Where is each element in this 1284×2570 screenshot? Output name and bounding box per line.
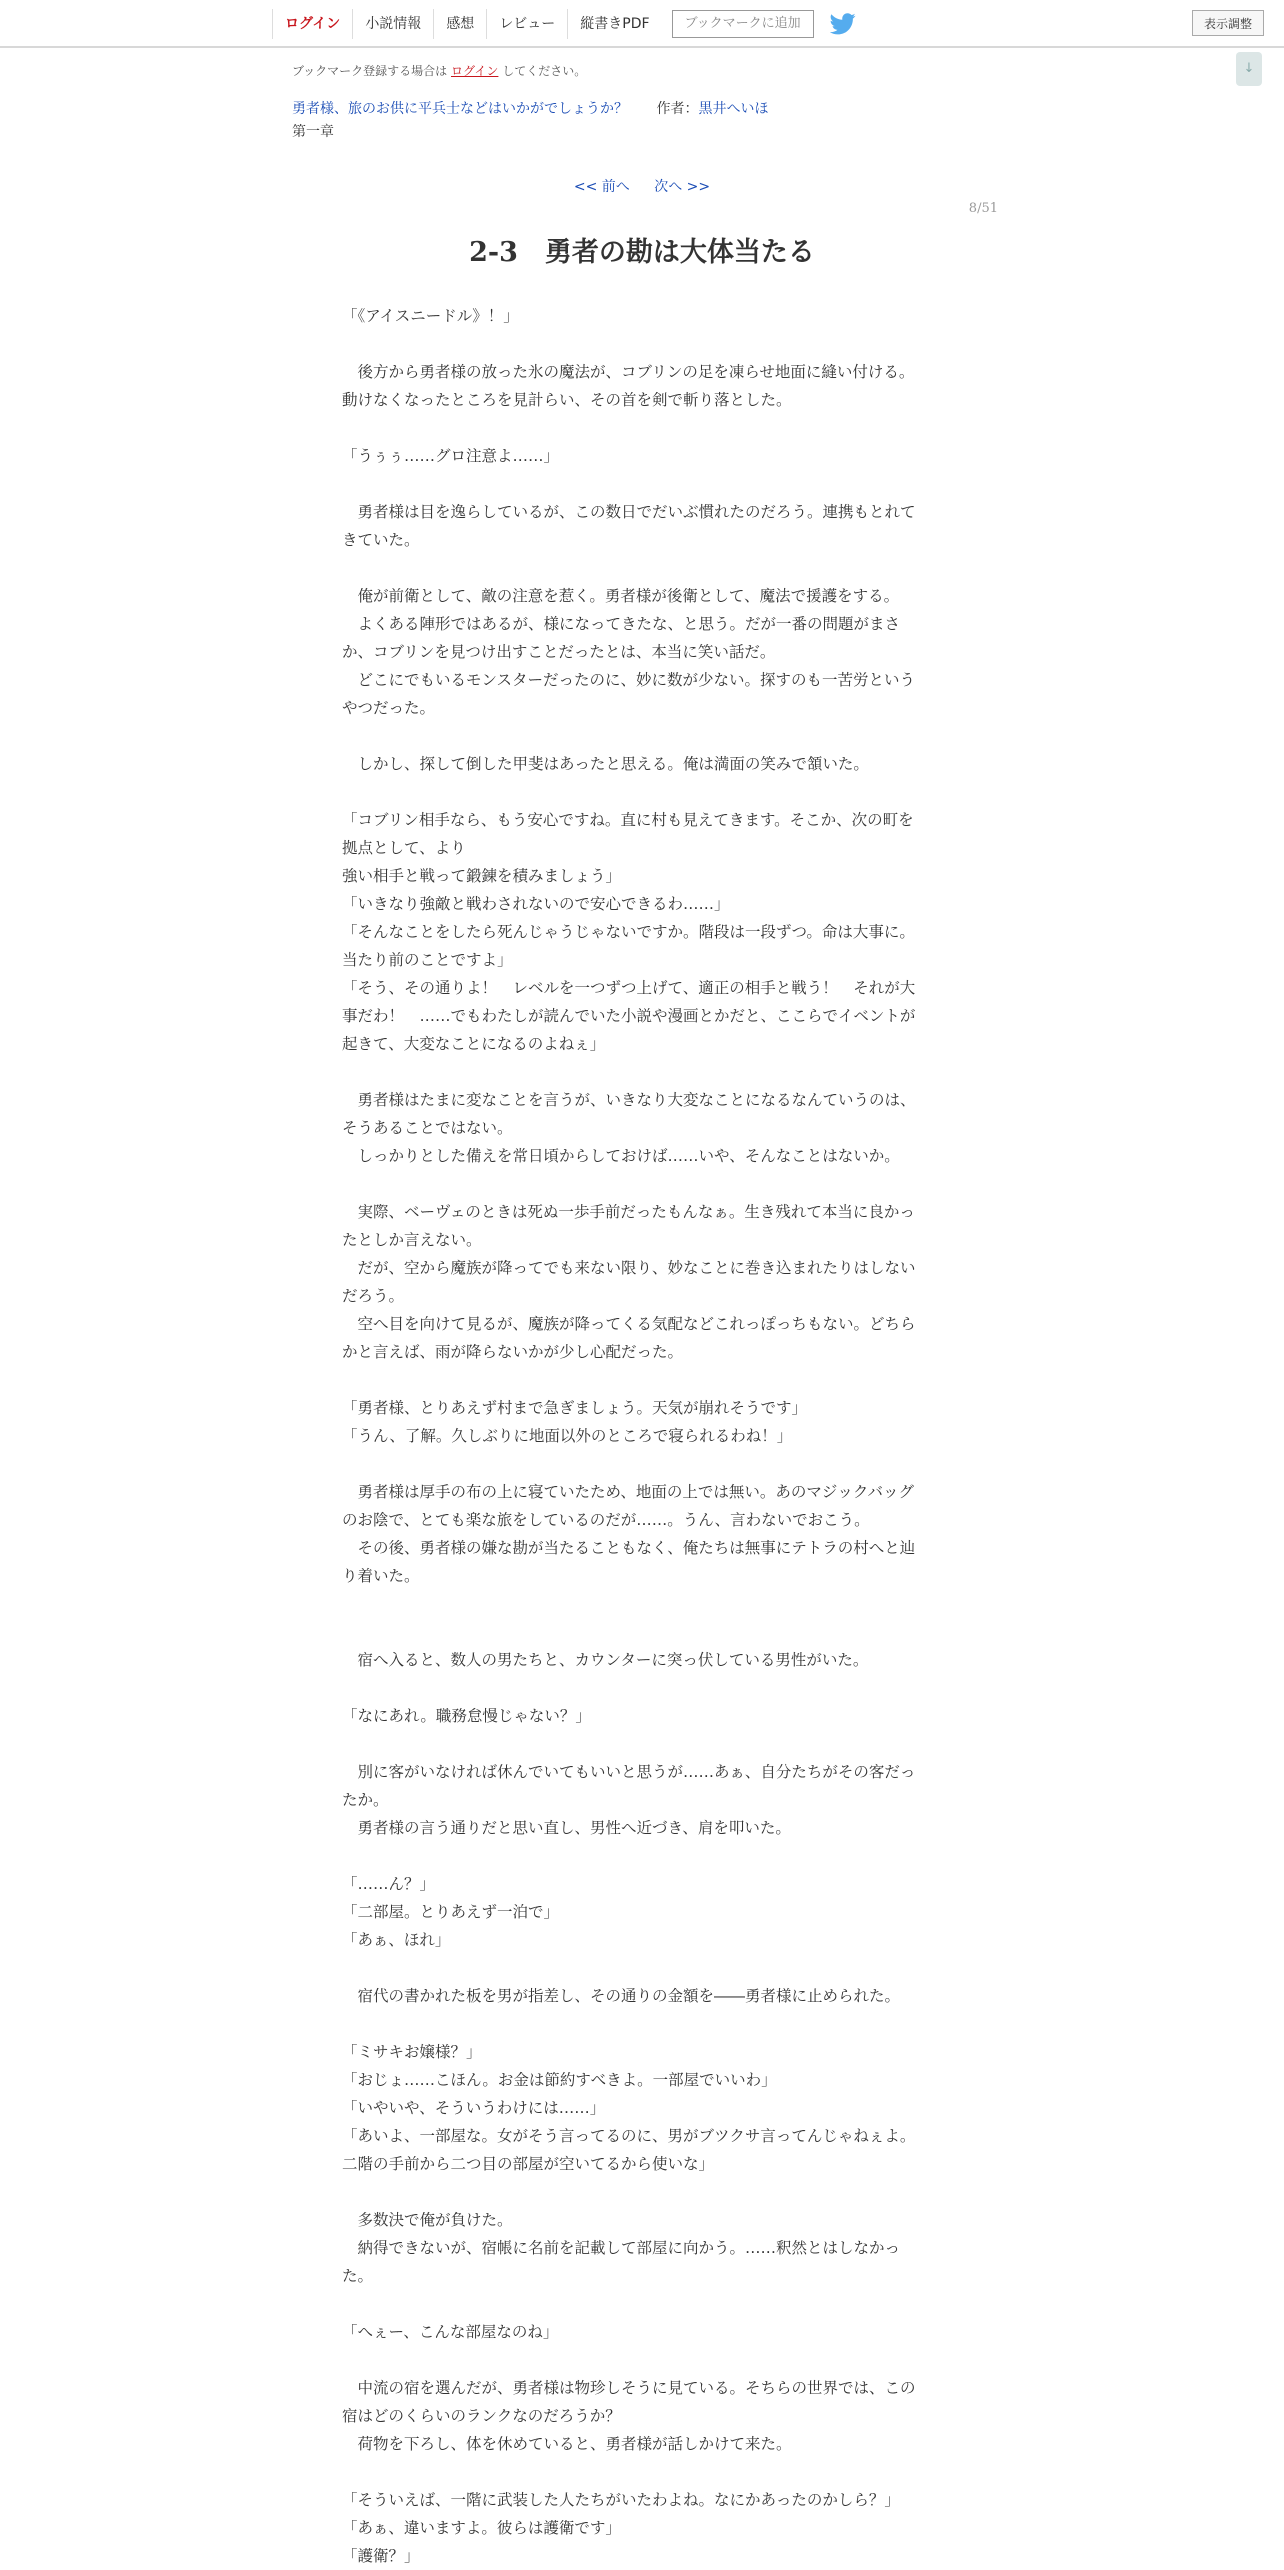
body-line: 空へ目を向けて見るが、魔族が降ってくる気配などこれっぽっちもない。どちら: [342, 1315, 916, 1333]
body-line: 勇者様は目を逸らしているが、この数日でだいぶ慣れたのだろう。連携もとれて: [342, 503, 916, 521]
body-line: 別に客がいなければ休んでいてもいいと思うが……あぁ、自分たちがその客だっ: [342, 1763, 916, 1781]
body-line: 起きて、大変なことになるのよねぇ」: [342, 1035, 606, 1053]
body-line: 事だわ！ ……でもわたしが読んでいた小説や漫画とかだと、ここらでイベントが: [342, 1007, 916, 1025]
body-line: [342, 2178, 942, 2206]
body-line: 「あぁ、ほれ」: [342, 1931, 451, 1949]
notice-text-before: ブックマーク登録する場合は: [292, 64, 448, 78]
body-line: 勇者様の言う通りだと思い直し、男性へ近づき、肩を叩いた。: [342, 1819, 791, 1837]
display-settings-button[interactable]: 表示調整: [1192, 10, 1264, 36]
notice-login-link[interactable]: ログイン: [451, 64, 499, 78]
episode-subtitle: 2-3 勇者の勘は大体当たる: [469, 237, 815, 268]
body-line: だろう。: [342, 1287, 405, 1305]
nav-novel-info-link[interactable]: 小説情報: [352, 9, 433, 39]
body-line: 「コブリン相手なら、もう安心ですね。直に村も見えてきます。そこか、次の町を: [342, 811, 914, 829]
body-line: [342, 330, 942, 358]
body-line: [342, 1618, 942, 1646]
novel-body-text: [342, 302, 942, 2570]
body-line: 「いやいや、そういうわけには……」: [342, 2099, 606, 2117]
body-line: [342, 2458, 942, 2486]
body-line: 「なにあれ。職務怠慢じゃない？」: [342, 1707, 591, 1725]
body-line: 荷物を下ろし、体を休めていると、勇者様が話しかけて来た。: [342, 2435, 792, 2453]
body-line: [342, 470, 942, 498]
body-line: 「へぇー、こんな部屋なのね」: [342, 2323, 559, 2341]
body-line: 「うぅぅ……グロ注意よ……」: [342, 447, 560, 465]
body-line: 「そんなことをしたら死んじゃうじゃないですか。階段は一段ずつ。命は大事に。: [342, 923, 915, 941]
author-label: 作者：: [656, 101, 699, 117]
next-page-link[interactable]: 次へ >>: [654, 179, 711, 195]
nav-menu: [272, 9, 856, 39]
body-line: [342, 1842, 942, 1870]
body-line: た。: [342, 2267, 374, 2285]
body-line: 多数決で俺が負けた。: [342, 2211, 513, 2229]
body-line: 「そう、その通りよ！ レベルを一つずつ上げて、適正の相手と戦う！ それが大: [342, 979, 916, 997]
body-line: 「勇者様、とりあえず村まで急ぎましょう。天気が崩れそうです」: [342, 1399, 808, 1417]
body-line: 納得できないが、宿帳に名前を記載して部屋に向かう。……釈然とはしなかっ: [342, 2239, 901, 2257]
body-line: [342, 2346, 942, 2374]
body-line: 「ミサキお嬢様？」: [342, 2043, 482, 2061]
body-line: [342, 1170, 942, 1198]
nav-review-link[interactable]: レビュー: [486, 9, 567, 39]
body-line: よくある陣形ではあるが、様になってきたな、と思う。だが一番の問題がまさ: [342, 615, 901, 633]
body-line: どこにでもいるモンスターだったのに、妙に数が少ない。探すのも一苦労という: [342, 671, 916, 689]
nav-vertical-pdf-link[interactable]: 縦書きPDF: [567, 9, 661, 39]
body-line: [342, 1450, 942, 1478]
page-count: 8/51: [968, 201, 998, 216]
body-line: 宿代の書かれた板を男が指差し、その通りの金額を――勇者様に止められた。: [342, 1987, 901, 2005]
body-line: 「護衛？」: [342, 2547, 420, 2565]
body-line: 後方から勇者様の放った氷の魔法が、コブリンの足を凍らせ地面に縫い付ける。: [342, 363, 915, 381]
author-link[interactable]: 黒井へいほ: [698, 101, 769, 117]
nav-login-link[interactable]: ログイン: [272, 9, 352, 39]
body-line: [342, 2010, 942, 2038]
body-line: [342, 2290, 942, 2318]
novel-title-line: [292, 98, 768, 118]
body-line: か、コブリンを見つけ出すことだったとは、本当に笑い話だ。: [342, 643, 776, 661]
body-line: [342, 554, 942, 582]
body-line: [342, 1674, 942, 1702]
pager: [0, 176, 1284, 196]
bookmark-login-notice: [292, 62, 586, 79]
body-line: のお陰で、とても楽な旅をしているのだが……。うん、言わないでおこう。: [342, 1511, 870, 1529]
body-line: 勇者様は厚手の布の上に寝ていたため、地面の上では無い。あのマジックバッグ: [342, 1483, 914, 1501]
body-line: 「二部屋。とりあえず一泊で」: [342, 1903, 560, 1921]
body-line: 強い相手と戦って鍛錬を積みましょう」: [342, 867, 622, 885]
body-line: [342, 722, 942, 750]
body-line: 「……ん？」: [342, 1875, 436, 1893]
body-line: [342, 778, 942, 806]
twitter-bird-icon[interactable]: [830, 13, 856, 35]
body-line: 実際、ベーヴェのときは死ぬ一歩手前だったもんなぁ。生き残れて本当に良かっ: [342, 1203, 915, 1221]
body-line: かと言えば、雨が降らないかが少し心配だった。: [342, 1343, 684, 1361]
body-line: [342, 1954, 942, 1982]
body-line: たか。: [342, 1791, 389, 1809]
body-line: 「あぁ、違いますよ。彼らは護衛です」: [342, 2519, 621, 2537]
body-line: やつだった。: [342, 699, 436, 717]
body-line: 「おじょ……こほん。お金は節約すべきよ。一部屋でいいわ」: [342, 2071, 777, 2089]
body-line: り着いた。: [342, 1567, 420, 1585]
top-nav-bar: [0, 0, 1284, 48]
body-line: [342, 1366, 942, 1394]
body-line: だが、空から魔族が降ってでも来ない限り、妙なことに巻き込まれたりはしない: [342, 1259, 916, 1277]
body-line: 「うん、了解。久しぶりに地面以外のところで寝られるわね！」: [342, 1427, 793, 1445]
body-line: 当たり前のことですよ」: [342, 951, 513, 969]
nav-impressions-link[interactable]: 感想: [433, 9, 486, 39]
notice-text-after: してください。: [502, 64, 587, 78]
body-line: 俺が前衛として、敵の注意を惹く。勇者様が後衛として、魔法で援護をする。: [342, 587, 900, 605]
body-line: [342, 1730, 942, 1758]
body-line: 「《アイスニードル》！」: [342, 307, 519, 325]
novel-title-link[interactable]: 勇者様、旅のお供に平兵士などはいかがでしょうか？: [292, 101, 628, 117]
scroll-down-button[interactable]: ↓: [1236, 52, 1262, 86]
body-line: たとしか言えない。: [342, 1231, 482, 1249]
body-line: 二階の手前から二つ目の部屋が空いてるから使いな」: [342, 2155, 715, 2173]
body-line: 「そういえば、一階に武装した人たちがいたわよね。なにかあったのかしら？」: [342, 2491, 900, 2509]
body-line: 宿へ入ると、数人の男たちと、カウンターに突っ伏している男性がいた。: [342, 1651, 869, 1669]
body-line: 宿はどのくらいのランクなのだろうか？: [342, 2407, 621, 2425]
body-line: 拠点として、より: [342, 839, 466, 857]
prev-page-link[interactable]: << 前へ: [573, 179, 630, 195]
body-line: 動けなくなったところを見計らい、その首を剣で斬り落とした。: [342, 391, 792, 409]
body-line: [342, 1590, 942, 1618]
body-line: 「あいよ、一部屋な。女がそう言ってるのに、男がブツクサ言ってんじゃねぇよ。: [342, 2127, 916, 2145]
chapter-title: 第一章: [292, 124, 334, 140]
body-line: [342, 1058, 942, 1086]
body-line: 中流の宿を選んだが、勇者様は物珍しそうに見ている。そちらの世界では、この: [342, 2379, 916, 2397]
body-line: きていた。: [342, 531, 420, 549]
body-line: その後、勇者様の嫌な勘が当たることもなく、俺たちは無事にテトラの村へと辿: [342, 1539, 916, 1557]
add-bookmark-button[interactable]: ブックマークに追加: [672, 10, 814, 38]
body-line: しっかりとした備えを常日頃からしておけば……いや、そんなことはないか。: [342, 1147, 900, 1165]
body-line: 「いきなり強敵と戦わされないので安心できるわ……」: [342, 895, 730, 913]
body-line: 勇者様はたまに変なことを言うが、いきなり大変なことになるなんていうのは、: [342, 1091, 916, 1109]
body-line: しかし、探して倒した甲斐はあったと思える。俺は満面の笑みで頷いた。: [342, 755, 869, 773]
body-line: [342, 414, 942, 442]
body-line: そうあることではない。: [342, 1119, 513, 1137]
